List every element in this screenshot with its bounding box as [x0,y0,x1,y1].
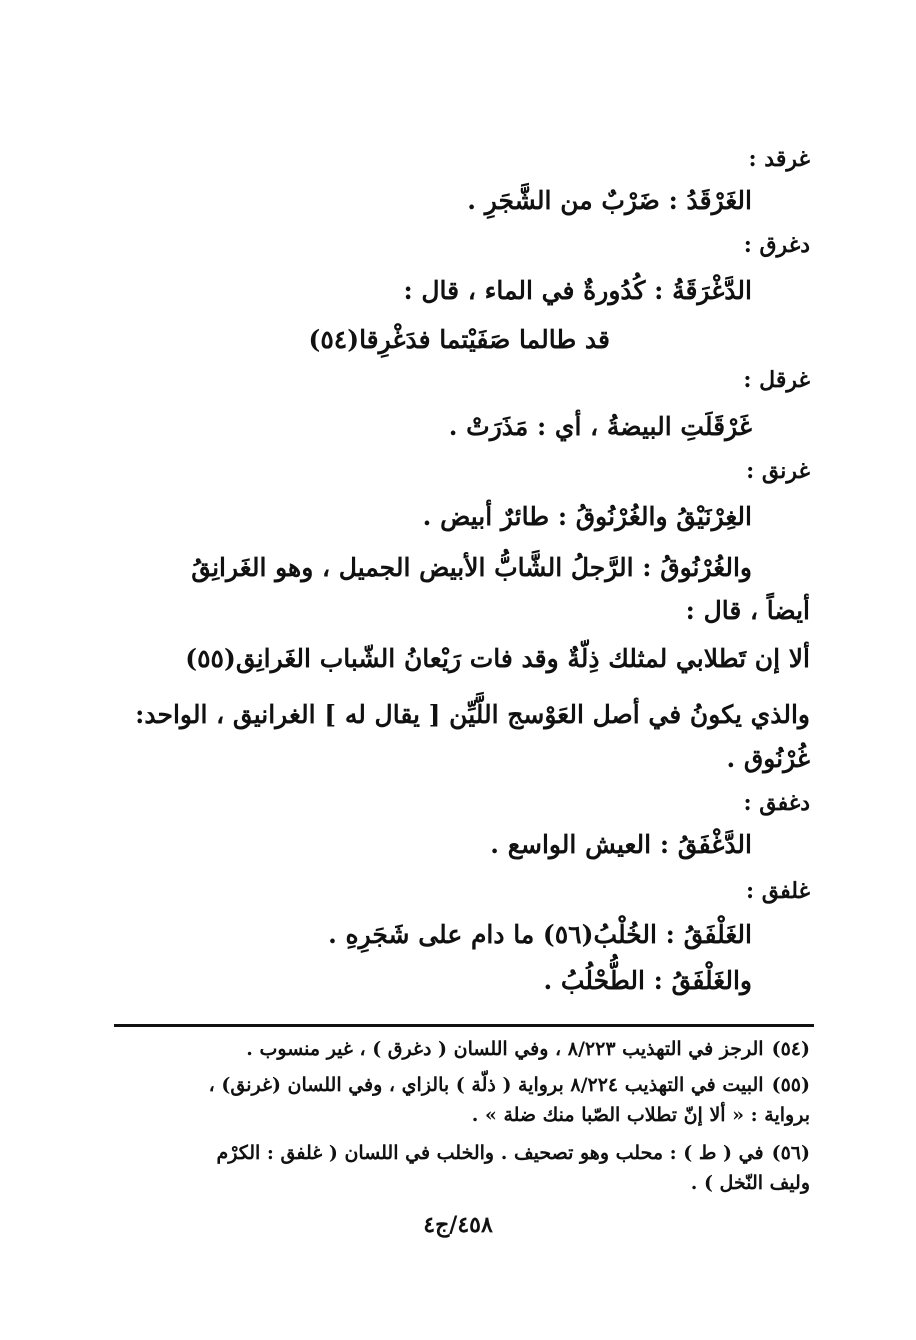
definition-line: الدَّغْفَقُ : العيش الواسع . [490,830,752,859]
footnote-text: في ( ط ) : محلب وهو تصحيف . والخلب في اللسان ( غلفق : الكرْم [216,1142,764,1164]
footnote-text: البيت في التهذيب ٨/٢٢٤ برواية ( ذلّة ) بالزاي ، وفي اللسان (غرنق) ، [208,1074,764,1096]
footnote-number: (٥٥) [771,1074,810,1096]
verse-line: ألا إن تَطلابي لمثلك ذِلّةٌ وقد فات رَيْعانُ الشّباب الغَرانِق(٥٥) [185,644,810,673]
definition-line: والذي يكونُ في أصل العَوْسج اللَّيِّن [ يقال له ] الغرانيق ، الواحد: [135,700,810,729]
definition-line: الغَلْفَقُ : الخُلْبُ(٥٦) ما دام على شَجَرِهِ . [328,920,752,949]
verse-line: قد طالما صَفَيْتما فدَغْرِقا(٥٤) [308,325,610,354]
definition-line: أيضاً ، قال : [685,596,810,625]
root-heading: دغفق : [743,790,810,816]
footnote-text: الرجز في التهذيب ٨/٢٢٣ ، وفي اللسان ( دغرق ) ، غير منسوب . [246,1038,764,1060]
root-heading: غرقل : [743,367,810,393]
footnote [246,1038,810,1060]
footnote-number: (٥٦) [771,1142,810,1164]
footnote-continuation: وليف النّخل ) . [690,1172,810,1194]
definition-line: الدَّغْرَقَةُ : كُدُورةٌ في الماء ، قال : [403,276,752,305]
footnote-number: (٥٤) [771,1038,810,1060]
definition-line: الغِرْنَيْقُ والغُرْنُوقُ : طائرٌ أبيض . [422,502,752,531]
definition-line: غَرْقَلَتِ البيضةُ ، أي : مَذَرَتْ . [448,412,752,441]
definition-line: والغَلْفَقُ : الطُّحْلُبُ . [543,966,752,995]
root-heading: دغرق : [743,232,810,258]
footnote-continuation: برواية : « ألا إنّ تطلاب الصّبا منك ضلة » . [471,1104,810,1126]
root-heading: غرنق : [746,458,810,484]
footnote-separator [114,1024,814,1027]
definition-line: غُرْنُوق . [726,744,810,773]
definition-line: والغُرْنُوقُ : الرَّجلُ الشَّابُّ الأبيض الجميل ، وهو الغَرانِقُ [191,553,752,582]
root-heading: غلفق : [745,878,810,904]
footnote [217,1142,811,1164]
footnote [209,1074,810,1096]
root-heading: غرقد : [748,146,810,172]
definition-line: الغَرْقَدُ : ضَرْبٌ من الشَّجَرِ . [467,186,752,215]
page-number: ٤٥٨/ج٤ [423,1212,493,1238]
